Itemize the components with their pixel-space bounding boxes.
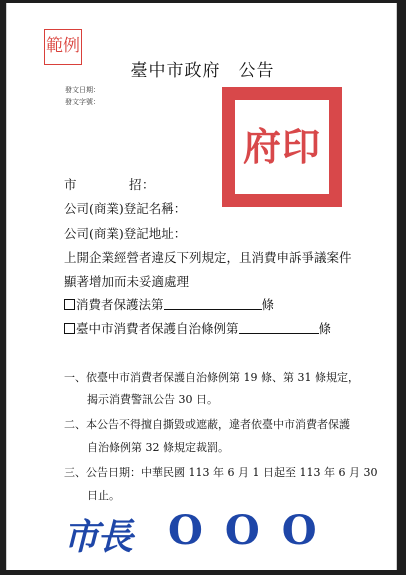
sample-stamp: 範例 [44,29,82,65]
signature-name: OOO [168,507,339,554]
mayor-recipient-label: 市 招： [64,177,156,192]
checkbox-icon [64,299,75,310]
signature-title: 市長 [63,516,132,558]
item-2-line-1: 二、本公告不得擅自撕毀或遮蔽，違者依臺中市消費者保護 [64,418,350,431]
item-1-line-2: 揭示消費警訊公告 30 日。 [87,393,218,406]
item-2-line-2: 自治條例第 32 條規定裁罰。 [87,441,229,454]
check-1-prefix: 消費者保護法第 [76,297,164,312]
company-address-label: 公司(商業)登記地址： [64,226,187,241]
body-line-1: 上開企業經營者違反下列規定，且消費申訴爭議案件 [64,250,352,265]
check-1-suffix: 條 [261,297,275,312]
checkbox-consumer-protection-act [64,295,274,313]
body-line-2: 顯著增加而未妥適處理 [64,274,190,289]
check-2-prefix: 臺中市消費者保護自治條例第 [76,321,239,336]
notice-document [6,3,397,570]
document-title: 臺中市政府 公告 [130,61,275,81]
checkbox-icon [64,323,75,334]
check-2-suffix: 條 [318,321,332,336]
item-3-line-2: 日止。 [87,489,120,502]
fill-in-blank [239,322,319,334]
checkbox-taichung-ordinance [64,319,331,337]
issue-number-label: 發文字號： [65,98,100,106]
company-name-label: 公司(商業)登記名稱： [64,201,187,216]
seal-text: 府印 [235,100,329,194]
government-seal [222,87,342,207]
fill-in-blank [164,298,262,310]
item-3-line-1: 三、公告日期：中華民國 113 年 6 月 1 日起至 113 年 6 月 30 [64,466,378,479]
issue-date-label: 發文日期： [65,86,100,94]
item-1-line-1: 一、依臺中市消費者保護自治條例第 19 條、第 31 條規定， [64,371,359,384]
